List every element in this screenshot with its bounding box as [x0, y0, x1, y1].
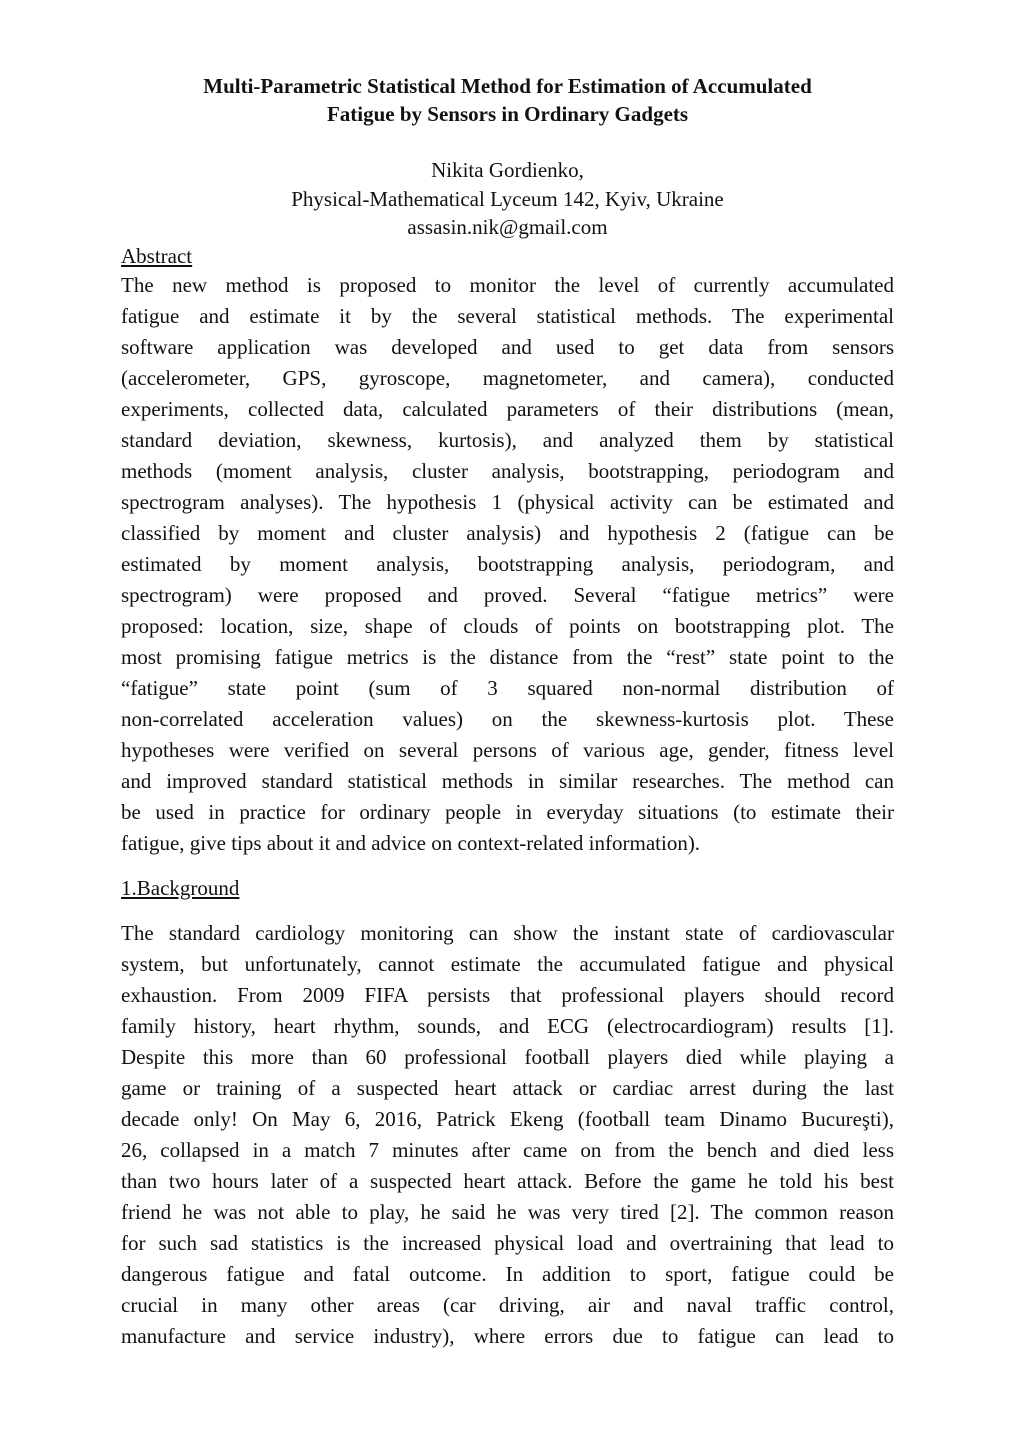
background-line: than two hours later of a suspected heart attack. Before the game he told his best: [121, 1168, 894, 1193]
abstract-line: spectrogram analyses). The hypothesis 1 (physical activity can be estimated and: [121, 489, 894, 514]
background-line: exhaustion. From 2009 FIFA persists that professional players should record: [121, 982, 894, 1007]
background-line: family history, heart rhythm, sounds, and ECG (electrocardiogram) results [1].: [121, 1013, 894, 1038]
author-block: [121, 156, 894, 242]
abstract-line: and improved standard statistical methods in similar researches. The method can: [121, 768, 894, 793]
abstract-line: spectrogram) were proposed and proved. Several “fatigue metrics” were: [121, 582, 894, 607]
title-line-1: Multi-Parametric Statistical Method for Estimation of Accumulated: [203, 74, 812, 98]
abstract-line: The new method is proposed to monitor the level of currently accumulated: [121, 272, 894, 297]
abstract-heading: Abstract: [121, 243, 193, 268]
background-line: for such sad statistics is the increased physical load and overtraining that lead to: [121, 1230, 894, 1255]
background-text: [121, 918, 894, 1352]
background-line: decade only! On May 6, 2016, Patrick Ekeng (football team Dinamo Bucureşti),: [121, 1106, 894, 1131]
abstract-line: (accelerometer, GPS, gyroscope, magnetometer, and camera), conducted: [121, 365, 894, 390]
author-email: assasin.nik@gmail.com: [407, 215, 608, 239]
abstract-text: [121, 270, 894, 859]
abstract-line: “fatigue” state point (sum of 3 squared non-normal distribution of: [121, 675, 894, 700]
abstract-line: software application was developed and used to get data from sensors: [121, 334, 894, 359]
title-line-2: Fatigue by Sensors in Ordinary Gadgets: [326, 102, 689, 126]
background-line: friend he was not able to play, he said he was very tired [2]. The common reason: [121, 1199, 894, 1224]
abstract-line: most promising fatigue metrics is the distance from the “rest” state point to the: [121, 644, 894, 669]
background-line: system, but unfortunately, cannot estimate the accumulated fatigue and physical: [121, 951, 894, 976]
background-line: Despite this more than 60 professional football players died while playing a: [121, 1044, 894, 1069]
author-affiliation: Physical-Mathematical Lyceum 142, Kyiv, Ukraine: [291, 186, 724, 211]
abstract-line: fatigue, give tips about it and advice on context-related information).: [121, 830, 701, 855]
paper-page: [121, 72, 894, 1352]
background-line: dangerous fatigue and fatal outcome. In addition to sport, fatigue could be: [121, 1261, 894, 1286]
background-line: manufacture and service industry), where errors due to fatigue can lead to: [121, 1323, 894, 1348]
abstract-line: methods (moment analysis, cluster analysis, bootstrapping, periodogram and: [121, 458, 894, 483]
abstract-line: proposed: location, size, shape of clouds of points on bootstrapping plot. The: [121, 613, 894, 638]
author-name: Nikita Gordienko,: [431, 158, 584, 182]
background-heading: 1.Background: [121, 875, 240, 900]
background-line: The standard cardiology monitoring can show the instant state of cardiovascular: [121, 920, 894, 945]
background-line: game or training of a suspected heart attack or cardiac arrest during the last: [121, 1075, 894, 1100]
abstract-line: non-correlated acceleration values) on the skewness-kurtosis plot. These: [121, 706, 894, 731]
background-line: crucial in many other areas (car driving, air and naval traffic control,: [121, 1292, 894, 1317]
abstract-line: fatigue and estimate it by the several statistical methods. The experimental: [121, 303, 894, 328]
abstract-line: standard deviation, skewness, kurtosis), and analyzed them by statistical: [121, 427, 894, 452]
paper-title: [121, 72, 894, 128]
abstract-line: experiments, collected data, calculated parameters of their distributions (mean,: [121, 396, 894, 421]
abstract-line: be used in practice for ordinary people in everyday situations (to estimate their: [121, 799, 894, 824]
abstract-line: hypotheses were verified on several persons of various age, gender, fitness level: [121, 737, 894, 762]
abstract-line: estimated by moment analysis, bootstrapping analysis, periodogram, and: [121, 551, 894, 576]
abstract-line: classified by moment and cluster analysis) and hypothesis 2 (fatigue can be: [121, 520, 894, 545]
background-line: 26, collapsed in a match 7 minutes after came on from the bench and died less: [121, 1137, 894, 1162]
